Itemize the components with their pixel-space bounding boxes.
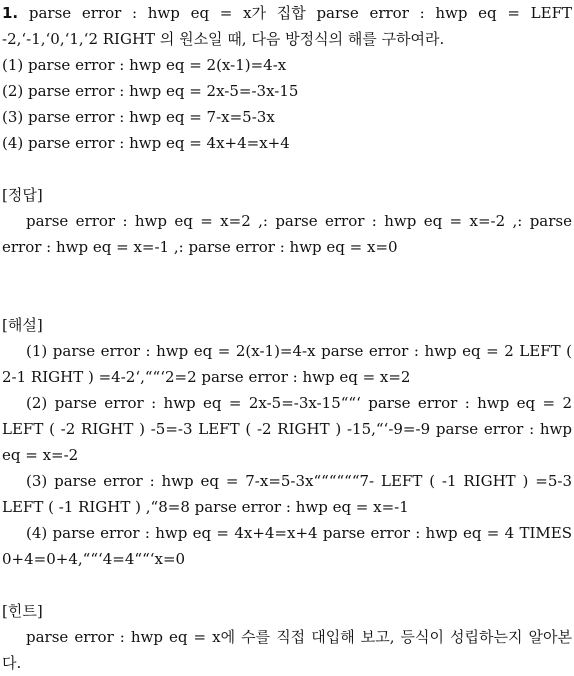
problem-statement <box>2 0 572 52</box>
problem-item-3: (3) parse error : hwp eq = 7-x=5-3x <box>2 108 275 126</box>
explanation-item-1: (1) parse error : hwp eq = 2(x-1)=4-x parse error : hwp eq = 2 LEFT ( 2-1 RIGHT ) =4-2‘,““‘2=2 parse error : hwp eq = x=2 <box>2 342 572 386</box>
explanation-item-4: (4) parse error : hwp eq = 4x+4=x+4 parse error : hwp eq = 4 TIMES 0+4=0+4,““‘4=4““‘x=0 <box>2 524 572 568</box>
problem-text: parse error : hwp eq = x가 집합 parse error : hwp eq = LEFT -2,‘-1,‘0,‘1,‘2 RIGHT 의 원소일 때, 다음 방정식의 해를 구하여라. <box>2 4 572 48</box>
spacer <box>2 156 572 182</box>
problem-number: 1. <box>2 4 19 22</box>
problem-item-2: (2) parse error : hwp eq = 2x-5=-3x-15 <box>2 82 299 100</box>
answer-header: [정답] <box>2 186 43 204</box>
problem-item-1: (1) parse error : hwp eq = 2(x-1)=4-x <box>2 56 287 74</box>
spacer <box>2 572 572 598</box>
explanation-header: [해설] <box>2 316 43 334</box>
explanation-item-2: (2) parse error : hwp eq = 2x-5=-3x-15““‘ parse error : hwp eq = 2 LEFT ( -2 RIGHT ) -5=-3 LEFT ( -2 RIGHT ) -15,“‘-9=-9 parse error : hwp eq = x=-2 <box>2 394 572 464</box>
problem-item-4: (4) parse error : hwp eq = 4x+4=x+4 <box>2 134 290 152</box>
spacer <box>2 260 572 312</box>
answer-text: parse error : hwp eq = x=2 ,: parse error : hwp eq = x=-2 ,: parse error : hwp eq = x=-1 ,: parse error : hwp eq = x=0 <box>2 212 572 256</box>
explanation-item-3: (3) parse error : hwp eq = 7-x=5-3x““““““7- LEFT ( -1 RIGHT ) =5-3 LEFT ( -1 RIGHT ) ,“8=8 parse error : hwp eq = x=-1 <box>2 472 572 516</box>
hint-text: parse error : hwp eq = x에 수를 직접 대입해 보고, 등식이 성립하는지 알아본다. <box>2 628 572 672</box>
hint-header: [힌트] <box>2 602 43 620</box>
